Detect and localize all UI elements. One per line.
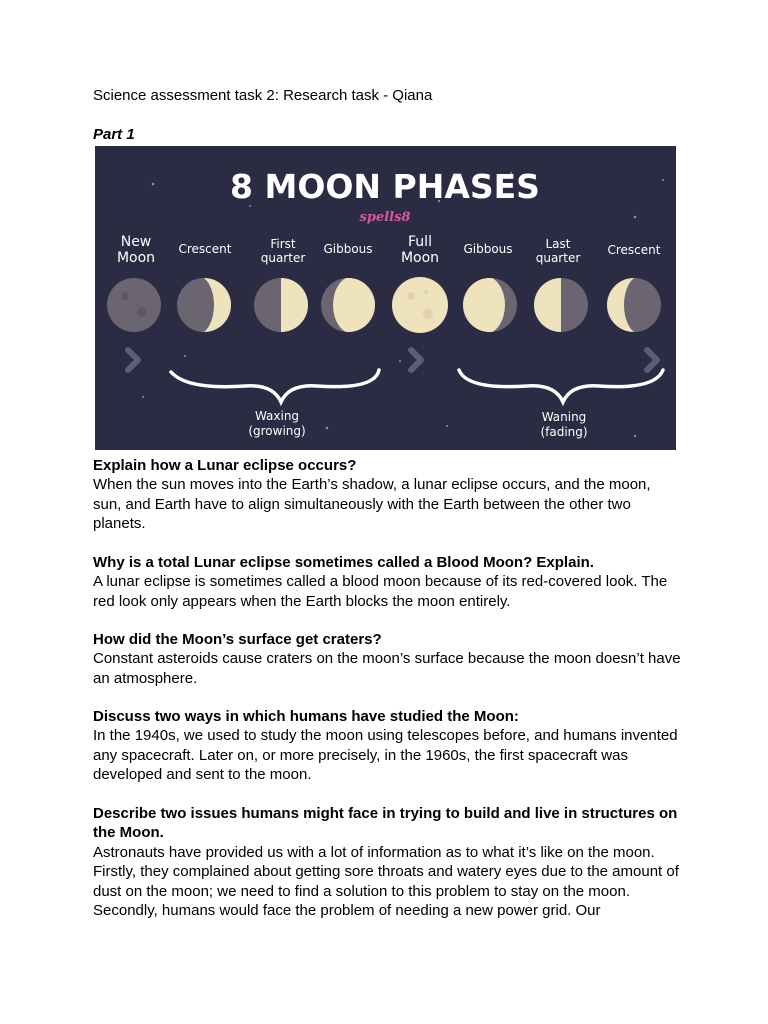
phase-label-full-moon-l2: Moon xyxy=(400,250,440,266)
question-heading: Explain how a Lunar eclipse occurs? xyxy=(93,457,357,474)
phase-label-last-quarter-l2: quarter xyxy=(535,251,581,265)
moon-crescent-waning xyxy=(604,276,661,334)
question-heading: Describe two issues humans might face in trying to build and live in structures on the Moon. xyxy=(93,805,678,842)
answer-paragraph: A lunar eclipse is sometimes called a blood moon because of its red-covered look. The red look only appears when the Earth blocks the moon entirely. xyxy=(93,573,668,610)
moon-phases-graphic xyxy=(95,146,676,450)
answer-paragraph: Astronauts have provided us with a lot of information as to what it’s like on the moon. Firstly, they complained about getting sore throats and watery eyes due to the amount of dust on the moon; we need to find a solution to this problem to stay on the moon. Secondly, humans would face the problem of needing a new power grid. Our xyxy=(93,843,679,920)
group-label-waxing-l1: Waxing xyxy=(254,409,300,423)
question-heading: Discuss two ways in which humans have studied the Moon: xyxy=(93,708,519,725)
moon-first-quarter xyxy=(254,276,311,334)
answer-paragraph: In the 1940s, we used to study the moon using telescopes before, and humans invented any spacecraft. Later on, or more precisely, in the 1960s, the first spacecraft was developed and sent to the moon. xyxy=(93,727,678,784)
moon-gibbous-waxing xyxy=(321,276,378,334)
moon-gibbous-waning xyxy=(460,276,517,334)
moon-new xyxy=(107,278,161,332)
waning-brace xyxy=(459,370,663,402)
phase-label-new-moon-l2: Moon xyxy=(116,250,156,266)
infographic-heading: 8 MOON PHASES xyxy=(230,167,540,206)
arrow-right-icon xyxy=(128,350,138,370)
phase-label-gibbous-waning: Gibbous xyxy=(463,242,513,256)
phase-label-crescent: Crescent xyxy=(178,242,232,256)
part-label: Part 1 xyxy=(93,126,135,143)
document-title: Science assessment task 2: Research task - Qiana xyxy=(93,87,433,104)
waxing-brace xyxy=(171,370,379,402)
question-heading: Why is a total Lunar eclipse sometimes called a Blood Moon? Explain. xyxy=(93,554,594,571)
arrow-right-icon xyxy=(647,350,657,370)
phase-label-new-moon-l1: New xyxy=(120,234,152,250)
qa-section-craters xyxy=(93,630,683,688)
phase-label-first-quarter-l1: First xyxy=(270,237,296,251)
group-label-waning-l2: (fading) xyxy=(540,425,588,439)
qa-section-studying-moon xyxy=(93,707,683,785)
qa-section-lunar-eclipse xyxy=(93,456,683,534)
arrow-right-icon xyxy=(411,350,421,370)
brand-logo: spells8 xyxy=(359,210,411,225)
answer-paragraph: When the sun moves into the Earth’s shadow, a lunar eclipse occurs, and the moon, sun, and Earth have to align simultaneously with the Earth between the other two planets. xyxy=(93,476,651,533)
moon-last-quarter xyxy=(531,276,588,334)
question-heading: How did the Moon’s surface get craters? xyxy=(93,631,382,648)
moon-full xyxy=(392,277,448,333)
phase-label-first-quarter-l2: quarter xyxy=(260,251,306,265)
phase-label-last-quarter-l1: Last xyxy=(545,237,571,251)
phase-label-full-moon-l1: Full xyxy=(408,234,432,250)
group-label-waning-l1: Waning xyxy=(541,410,587,424)
qa-section-blood-moon xyxy=(93,553,683,611)
phase-label-gibbous: Gibbous xyxy=(323,242,373,256)
qa-section-living-on-moon xyxy=(93,804,683,920)
group-label-waxing-l2: (growing) xyxy=(248,424,306,438)
answer-paragraph: Constant asteroids cause craters on the moon’s surface because the moon doesn’t have an atmosphere. xyxy=(93,650,681,687)
moon-phases-infographic xyxy=(95,146,676,450)
moon-crescent-waxing xyxy=(177,276,234,334)
phase-label-crescent-waning: Crescent xyxy=(607,243,661,257)
